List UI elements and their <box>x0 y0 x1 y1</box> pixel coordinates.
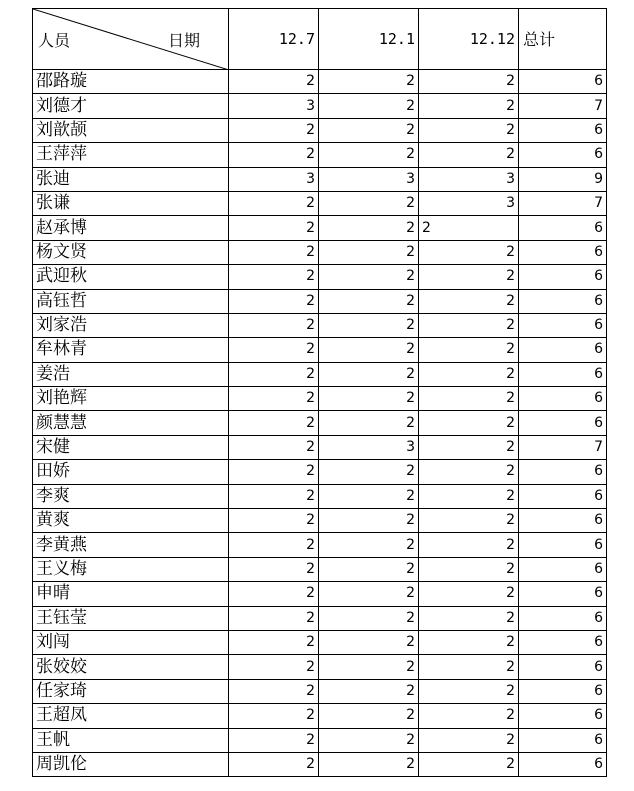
value-cell-date-3: 2 <box>419 509 519 533</box>
table-row <box>33 118 607 142</box>
total-cell: 6 <box>519 411 607 435</box>
table-row <box>33 265 607 289</box>
table-row <box>33 630 607 654</box>
value-cell-date-3: 2 <box>419 387 519 411</box>
total-cell: 6 <box>519 582 607 606</box>
total-cell: 6 <box>519 704 607 728</box>
total-cell: 6 <box>519 387 607 411</box>
person-name-cell: 高钰哲 <box>33 289 229 313</box>
value-cell-date-1: 2 <box>229 582 319 606</box>
value-cell-date-1: 2 <box>229 313 319 337</box>
table-row <box>33 435 607 459</box>
value-cell-date-1: 2 <box>229 191 319 215</box>
person-name-cell: 赵承博 <box>33 216 229 240</box>
person-name-cell: 刘家浩 <box>33 313 229 337</box>
table-row <box>33 704 607 728</box>
total-cell: 6 <box>519 313 607 337</box>
table-row <box>33 70 607 94</box>
value-cell-date-1: 2 <box>229 289 319 313</box>
value-cell-date-3: 2 <box>419 289 519 313</box>
value-cell-date-2: 2 <box>319 289 419 313</box>
table-row <box>33 509 607 533</box>
value-cell-date-3: 2 <box>419 557 519 581</box>
table-row <box>33 143 607 167</box>
total-cell: 6 <box>519 240 607 264</box>
value-cell-date-2: 2 <box>319 216 419 240</box>
value-cell-date-2: 2 <box>319 679 419 703</box>
total-cell: 6 <box>519 509 607 533</box>
value-cell-date-3: 2 <box>419 630 519 654</box>
person-name-cell: 黄爽 <box>33 509 229 533</box>
value-cell-date-1: 2 <box>229 118 319 142</box>
value-cell-date-2: 2 <box>319 94 419 118</box>
value-cell-date-3: 2 <box>419 118 519 142</box>
value-cell-date-3: 2 <box>419 265 519 289</box>
table-row <box>33 289 607 313</box>
table-row <box>33 94 607 118</box>
person-name-cell: 武迎秋 <box>33 265 229 289</box>
value-cell-date-1: 2 <box>229 509 319 533</box>
person-name-cell: 王帆 <box>33 728 229 752</box>
row-header-label: 人员 <box>38 31 71 50</box>
value-cell-date-1: 2 <box>229 362 319 386</box>
total-cell: 6 <box>519 289 607 313</box>
value-cell-date-2: 2 <box>319 118 419 142</box>
total-cell: 6 <box>519 265 607 289</box>
total-cell: 6 <box>519 606 607 630</box>
table-row <box>33 484 607 508</box>
value-cell-date-3: 2 <box>419 313 519 337</box>
value-cell-date-1: 3 <box>229 94 319 118</box>
value-cell-date-2: 2 <box>319 509 419 533</box>
total-cell: 6 <box>519 679 607 703</box>
date-header-2: 12.1 <box>319 9 419 70</box>
person-name-cell: 王超凤 <box>33 704 229 728</box>
value-cell-date-1: 2 <box>229 460 319 484</box>
value-cell-date-2: 2 <box>319 313 419 337</box>
value-cell-date-2: 3 <box>319 167 419 191</box>
header-row <box>33 9 607 70</box>
table-row <box>33 411 607 435</box>
value-cell-date-1: 2 <box>229 655 319 679</box>
value-cell-date-3: 2 <box>419 435 519 459</box>
total-cell: 7 <box>519 94 607 118</box>
column-header-label: 日期 <box>168 31 201 50</box>
date-header-1: 12.7 <box>229 9 319 70</box>
value-cell-date-1: 2 <box>229 728 319 752</box>
person-name-cell: 张谦 <box>33 191 229 215</box>
value-cell-date-3: 3 <box>419 167 519 191</box>
value-cell-date-2: 2 <box>319 533 419 557</box>
person-name-cell: 宋健 <box>33 435 229 459</box>
value-cell-date-2: 3 <box>319 435 419 459</box>
value-cell-date-3: 2 <box>419 216 519 240</box>
table-row <box>33 362 607 386</box>
value-cell-date-3: 2 <box>419 94 519 118</box>
value-cell-date-2: 2 <box>319 362 419 386</box>
value-cell-date-3: 2 <box>419 679 519 703</box>
value-cell-date-3: 2 <box>419 240 519 264</box>
person-name-cell: 杨文贤 <box>33 240 229 264</box>
value-cell-date-2: 2 <box>319 338 419 362</box>
total-cell: 6 <box>519 655 607 679</box>
value-cell-date-3: 2 <box>419 70 519 94</box>
total-cell: 6 <box>519 338 607 362</box>
value-cell-date-2: 2 <box>319 582 419 606</box>
value-cell-date-1: 2 <box>229 752 319 776</box>
value-cell-date-1: 2 <box>229 704 319 728</box>
table-row <box>33 216 607 240</box>
total-cell: 6 <box>519 70 607 94</box>
value-cell-date-3: 3 <box>419 191 519 215</box>
total-cell: 6 <box>519 460 607 484</box>
table-row <box>33 752 607 776</box>
person-name-cell: 张迪 <box>33 167 229 191</box>
person-name-cell: 申晴 <box>33 582 229 606</box>
value-cell-date-3: 2 <box>419 362 519 386</box>
value-cell-date-2: 2 <box>319 387 419 411</box>
table-row <box>33 167 607 191</box>
date-header-3: 12.12 <box>419 9 519 70</box>
total-cell: 6 <box>519 533 607 557</box>
value-cell-date-3: 2 <box>419 460 519 484</box>
total-cell: 6 <box>519 143 607 167</box>
value-cell-date-1: 3 <box>229 167 319 191</box>
person-name-cell: 邵路璇 <box>33 70 229 94</box>
table-row <box>33 655 607 679</box>
table-row <box>33 313 607 337</box>
value-cell-date-2: 2 <box>319 630 419 654</box>
value-cell-date-3: 2 <box>419 484 519 508</box>
value-cell-date-3: 2 <box>419 411 519 435</box>
total-cell: 9 <box>519 167 607 191</box>
table-row <box>33 582 607 606</box>
value-cell-date-2: 2 <box>319 191 419 215</box>
value-cell-date-1: 2 <box>229 630 319 654</box>
value-cell-date-1: 2 <box>229 679 319 703</box>
person-name-cell: 田娇 <box>33 460 229 484</box>
value-cell-date-3: 2 <box>419 704 519 728</box>
value-cell-date-3: 2 <box>419 752 519 776</box>
table-row <box>33 460 607 484</box>
value-cell-date-1: 2 <box>229 387 319 411</box>
value-cell-date-1: 2 <box>229 240 319 264</box>
value-cell-date-2: 2 <box>319 240 419 264</box>
value-cell-date-1: 2 <box>229 533 319 557</box>
table-row <box>33 240 607 264</box>
value-cell-date-1: 2 <box>229 557 319 581</box>
total-cell: 6 <box>519 752 607 776</box>
value-cell-date-2: 2 <box>319 70 419 94</box>
table-row <box>33 338 607 362</box>
value-cell-date-2: 2 <box>319 728 419 752</box>
person-name-cell: 王萍萍 <box>33 143 229 167</box>
value-cell-date-1: 2 <box>229 143 319 167</box>
total-cell: 7 <box>519 435 607 459</box>
total-cell: 6 <box>519 630 607 654</box>
person-name-cell: 李爽 <box>33 484 229 508</box>
value-cell-date-3: 2 <box>419 143 519 167</box>
table-row <box>33 387 607 411</box>
value-cell-date-1: 2 <box>229 484 319 508</box>
total-cell: 6 <box>519 362 607 386</box>
value-cell-date-2: 2 <box>319 460 419 484</box>
table-row <box>33 557 607 581</box>
value-cell-date-2: 2 <box>319 265 419 289</box>
value-cell-date-2: 2 <box>319 557 419 581</box>
value-cell-date-2: 2 <box>319 484 419 508</box>
person-name-cell: 牟林青 <box>33 338 229 362</box>
value-cell-date-3: 2 <box>419 655 519 679</box>
value-cell-date-1: 2 <box>229 216 319 240</box>
table-row <box>33 191 607 215</box>
total-cell: 7 <box>519 191 607 215</box>
total-cell: 6 <box>519 484 607 508</box>
total-cell: 6 <box>519 216 607 240</box>
total-cell: 6 <box>519 118 607 142</box>
corner-header-cell <box>33 9 229 70</box>
person-name-cell: 姜浩 <box>33 362 229 386</box>
total-header: 总计 <box>519 9 607 70</box>
table-row <box>33 728 607 752</box>
person-name-cell: 颜慧慧 <box>33 411 229 435</box>
value-cell-date-2: 2 <box>319 606 419 630</box>
value-cell-date-3: 2 <box>419 582 519 606</box>
total-cell: 6 <box>519 557 607 581</box>
value-cell-date-2: 2 <box>319 411 419 435</box>
person-name-cell: 周凯伦 <box>33 752 229 776</box>
person-name-cell: 张姣姣 <box>33 655 229 679</box>
value-cell-date-1: 2 <box>229 606 319 630</box>
person-name-cell: 刘歆颉 <box>33 118 229 142</box>
person-name-cell: 刘闯 <box>33 630 229 654</box>
value-cell-date-3: 2 <box>419 606 519 630</box>
person-name-cell: 李黄燕 <box>33 533 229 557</box>
total-cell: 6 <box>519 728 607 752</box>
value-cell-date-1: 2 <box>229 70 319 94</box>
value-cell-date-3: 2 <box>419 338 519 362</box>
table-row <box>33 533 607 557</box>
table-row <box>33 606 607 630</box>
person-name-cell: 刘艳辉 <box>33 387 229 411</box>
person-name-cell: 王义梅 <box>33 557 229 581</box>
value-cell-date-3: 2 <box>419 533 519 557</box>
value-cell-date-1: 2 <box>229 265 319 289</box>
value-cell-date-2: 2 <box>319 752 419 776</box>
person-name-cell: 刘德才 <box>33 94 229 118</box>
person-name-cell: 王钰莹 <box>33 606 229 630</box>
table-row <box>33 679 607 703</box>
value-cell-date-2: 2 <box>319 143 419 167</box>
value-cell-date-3: 2 <box>419 728 519 752</box>
value-cell-date-1: 2 <box>229 435 319 459</box>
value-cell-date-1: 2 <box>229 338 319 362</box>
attendance-table <box>32 8 607 777</box>
value-cell-date-2: 2 <box>319 655 419 679</box>
value-cell-date-1: 2 <box>229 411 319 435</box>
value-cell-date-2: 2 <box>319 704 419 728</box>
person-name-cell: 任家琦 <box>33 679 229 703</box>
